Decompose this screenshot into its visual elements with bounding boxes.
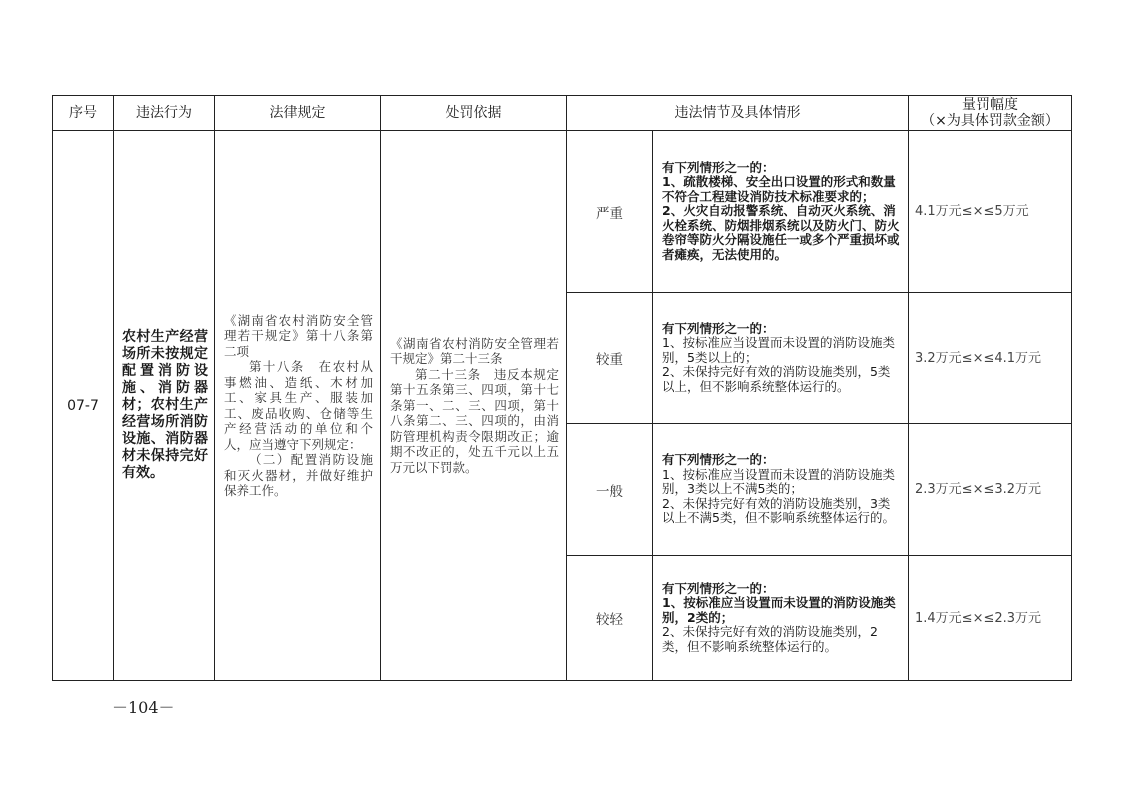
detail-minor-item-2: 2、未保持完好有效的消防设施类别，2类，但不影响系统整体运行的。 [662,624,878,654]
detail-minor [653,556,909,681]
row-seq: 07-7 [53,131,114,681]
row-violation-act: 农村生产经营场所未按规定配置消防设施、消防器材；农村生产经营场所消防设施、消防器材未保持完好有效。 [114,131,215,681]
header-seq: 序号 [53,96,114,131]
detail-serious-item-1: 1、按标准应当设置而未设置的消防设施类别，5类以上的； [662,335,895,365]
detail-severe-intro: 有下列情形之一的： [662,159,775,175]
detail-general [653,424,909,556]
detail-serious [653,293,909,424]
header-circumstance: 违法情节及具体情形 [567,96,909,131]
level-minor: 较轻 [567,556,653,681]
basis-paragraph-2: 第二十三条 违反本规定第十五条第三、四项，第十七条第一、二、三、四项，第十八条第二、三、四项的，由消防管理机构责令限期改正；逾期不改正的，处五千元以上五万元以下罚款。 [390,366,559,475]
range-severe: 4.1万元≤×≤5万元 [909,131,1072,293]
header-range-line2: （×为具体罚款金额） [921,113,1059,129]
detail-general-item-2: 2、未保持完好有效的消防设施类别，3类以上不满5类，但不影响系统整体运行的。 [662,495,895,526]
header-law: 法律规定 [215,96,381,131]
law-paragraph-1: 《湖南省农村消防安全管理若干规定》第十八条第二项 [224,312,373,359]
detail-general-intro: 有下列情形之一的： [662,452,775,468]
detail-minor-item-1: 1、按标准应当设置而未设置的消防设施类别，2类的； [662,595,896,625]
header-basis: 处罚依据 [381,96,567,131]
detail-severe [653,131,909,293]
header-act: 违法行为 [114,96,215,131]
basis-paragraph-1: 《湖南省农村消防安全管理若干规定》第二十三条 [390,335,559,367]
header-row [53,96,1072,131]
level-severe: 严重 [567,131,653,293]
detail-severe-item-1: 1、疏散楼梯、安全出口设置的形式和数量不符合工程建设消防技术标准要求的； [662,174,896,204]
detail-severe-item-2: 2、火灾自动报警系统、自动灭火系统、消火栓系统、防烟排烟系统以及防火门、防火卷帘等防火分隔设施任一或多个严重损坏或者瘫痪，无法使用的。 [662,203,900,262]
detail-serious-item-2: 2、未保持完好有效的消防设施类别，5类以上，但不影响系统整体运行的。 [662,364,891,394]
detail-serious-intro: 有下列情形之一的： [662,320,775,336]
row-penalty-basis [381,131,567,681]
range-general: 2.3万元≤×≤3.2万元 [909,424,1072,556]
header-range-line1: 量罚幅度 [962,97,1018,113]
detail-general-item-1: 1、按标准应当设置而未设置的消防设施类别，3类以上不满5类的； [662,466,895,497]
range-minor: 1.4万元≤×≤2.3万元 [909,556,1072,681]
level-serious: 较重 [567,293,653,424]
header-range [909,96,1072,131]
law-paragraph-2: 第十八条 在农村从事燃油、造纸、木材加工、家具生产、服装加工、废品收购、仓储等生产经营活动的单位和个人，应当遵守下列规定： [224,359,373,452]
law-paragraph-3: （二）配置消防设施和灭火器材，并做好维护保养工作。 [224,452,373,498]
detail-minor-intro: 有下列情形之一的： [662,580,775,596]
range-serious: 3.2万元≤×≤4.1万元 [909,293,1072,424]
penalty-standard-table [52,95,1072,681]
level-general: 一般 [567,424,653,556]
row-law-provision [215,131,381,681]
table-row-severe [53,131,1072,293]
page-number: －104－ [112,698,175,717]
